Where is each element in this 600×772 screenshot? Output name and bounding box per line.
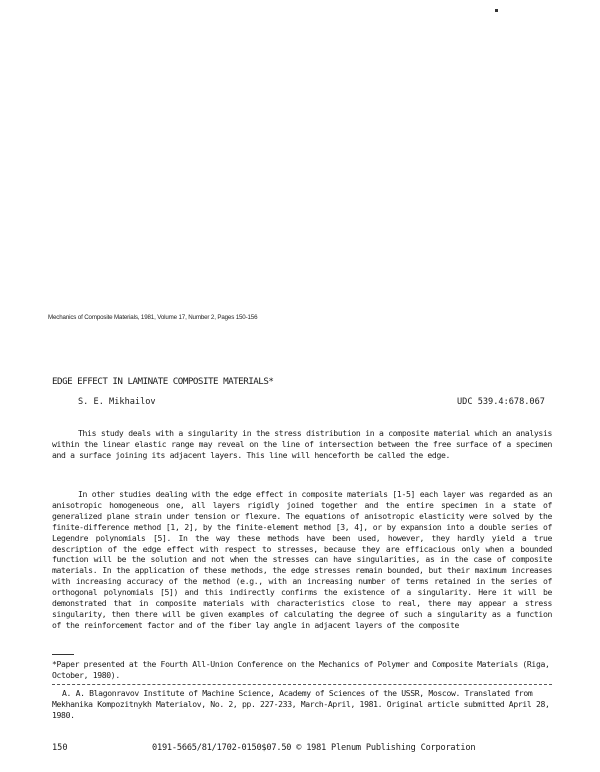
article-title: EDGE EFFECT IN LAMINATE COMPOSITE MATERIALS*: [52, 376, 274, 387]
footnote: *Paper presented at the Fourth All-Union Conference on the Mechanics of Polymer and Composite Materials (Riga, October, 1980).: [52, 659, 550, 680]
abstract-paragraph: This study deals with a singularity in the stress distribution in a composite material which an analysis within the linear elastic range may reveal on the line of intersection between the free surface of a specimen and a surface joining its adjacent layers. This line will henceforth be called the edge.: [52, 428, 552, 460]
publisher-code: 0191-5665/81/1702-0150$07.50 © 1981 Plenum Publishing Corporation: [152, 743, 476, 753]
page-number: 150: [52, 743, 68, 753]
footnote-rule: [52, 654, 74, 655]
translation-note: A. A. Blagonravov Institute of Machine Science, Academy of Sciences of the USSR, Moscow. Translated from Mekhanika Kompozitnykh Materialov, No. 2, pp. 227-233, March-April, 1981. Original article submitted April 28, 1980.: [52, 688, 550, 720]
body-paragraph: In other studies dealing with the edge effect in composite materials [1-5] each layer was regarded as an anisotropic homogeneous one, all layers rigidly joined together and the entire specimen in a state of generalized plane strain under tension or flexure. The equations of anisotropic elasticity were solved by the finite-difference method [1, 2], by the finite-element method [3, 4], or by expansion into a double series of Legendre polynomials [5]. In the way these methods have been used, however, they hardly yield a true description of the edge effect with respect to stresses, because they are efficacious only when a bounded function will be the solution and not when the stresses can have singularities, as in the case of composite materials. In the application of these methods, the edge stresses remain bounded, but their maximum increases with increasing accuracy of the method (e.g., with an increasing number of terms retained in the series of orthogonal polynomials [5]) and this indirectly confirms the existence of a singularity. Here it will be demonstrated that in composite materials with characteristics close to real, there may appear a stress singularity, then there will be given examples of calculating the degree of such a singularity as a function of the reinforcement factor and of the fiber lay angle in adjacent layers of the composite: [52, 489, 552, 630]
udc-code: UDC 539.4:678.067: [457, 397, 545, 407]
footnote-divider: [52, 684, 552, 685]
journal-header: Mechanics of Composite Materials, 1981, Volume 17, Number 2, Pages 150-156: [48, 314, 258, 321]
author-name: S. E. Mikhailov: [78, 397, 156, 407]
scan-speck: [495, 9, 498, 12]
